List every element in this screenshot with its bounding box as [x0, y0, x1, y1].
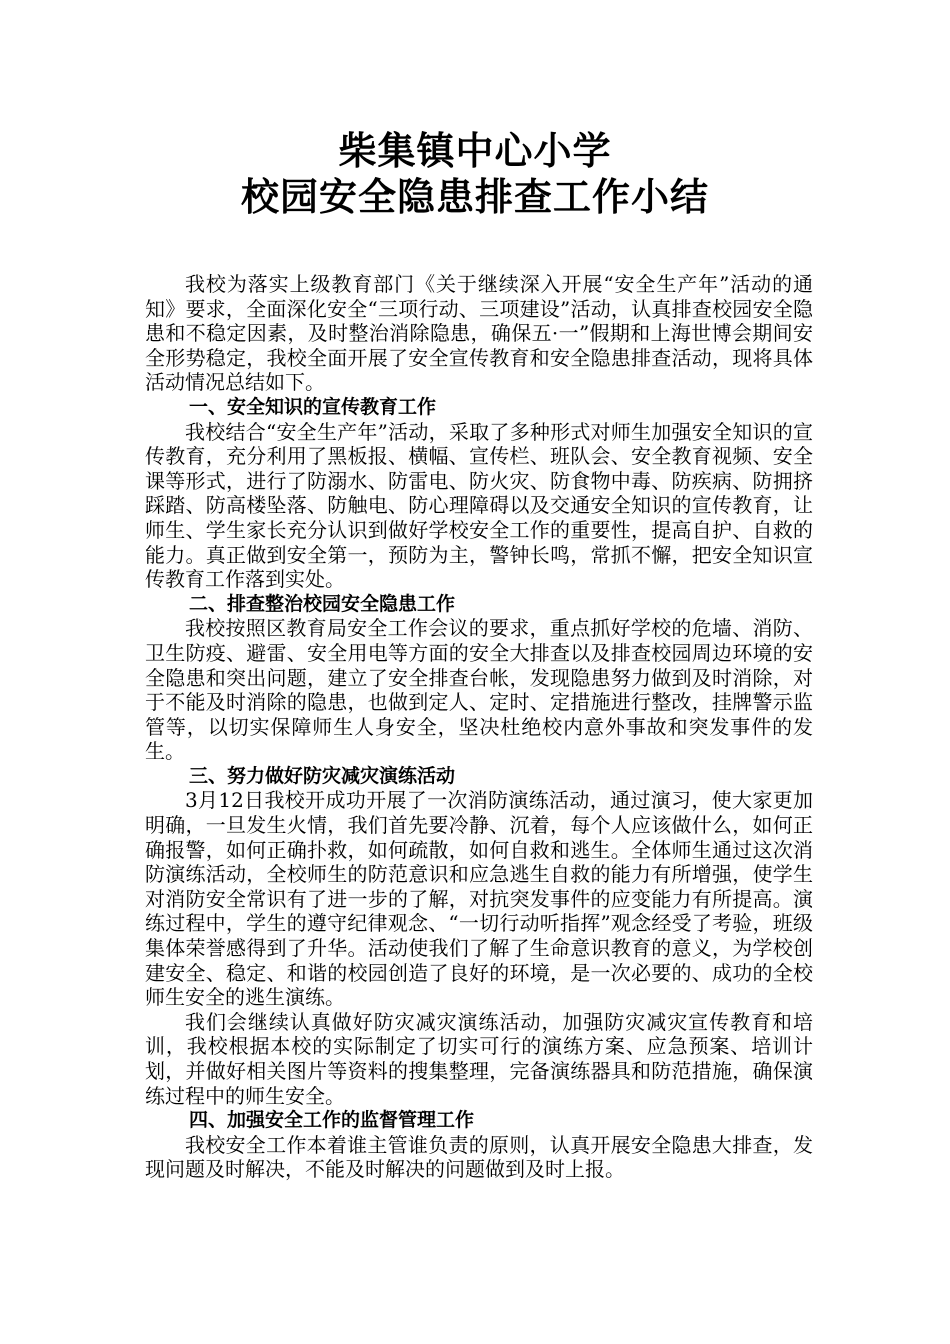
section-heading-4: 四、加强安全工作的监督管理工作 [189, 1109, 475, 1132]
section-heading-1: 一、安全知识的宣传教育工作 [189, 395, 437, 418]
title-school-name: 柴集镇中心小学 [338, 129, 612, 173]
document-title [0, 128, 950, 220]
section-3-paragraph-1: 3月12日我校开成功开展了一次消防演练活动，通过演习，使大家更加明确，一旦发生火情，我们首先要冷静、沉着，每个人应该做什么，如何正确报警，如何正确扑救，如何疏散，如何自救和逃生。全体师生通过这次消防演练活动，全校师生的防范意识和应急逃生自救的能力有所增强，使学生对消防安全常识有了进一步的了解，对抗突发事件的应变能力有所提高。演练过程中，学生的遵守纪律观念、“一切行动听指挥”观念经受了考验，班级集体荣誉感得到了升华。活动使我们了解了生命意识教育的意义，为学校创建安全、稳定、和谐的校园创造了良好的环境，是一次必要的、成功的全校师生安全的逃生演练。 [145, 788, 813, 1010]
section-heading-3: 三、努力做好防灾减灾演练活动 [189, 764, 456, 787]
section-2-paragraph-1: 我校按照区教育局安全工作会议的要求，重点抓好学校的危墙、消防、卫生防疫、避雷、安全用电等方面的安全大排查以及排查校园周边环境的安全隐患和突出问题，建立了安全排查台帐，发现隐患努力做到及时消除，对于不能及时消除的隐患，也做到定人、定时、定措施进行整改，挂牌警示监管等，以切实保障师生人身安全，坚决杜绝校内意外事故和突发事件的发生。 [145, 616, 813, 764]
intro-paragraph: 我校为落实上级教育部门《关于继续深入开展“安全生产年”活动的通知》要求，全面深化安全“三项行动、三项建设”活动，认真排查校园安全隐患和不稳定因素，及时整治消除隐患，确保五·一”假期和上海世博会期间安全形势稳定，我校全面开展了安全宣传教育和安全隐患排查活动，现将具体活动情况总结如下。 [145, 272, 813, 395]
section-heading-2: 二、排查整治校园安全隐患工作 [189, 592, 456, 615]
document-body [145, 272, 813, 1182]
title-report-name: 校园安全隐患排查工作小结 [240, 175, 709, 219]
section-1-paragraph-1: 我校结合“安全生产年”活动，采取了多种形式对师生加强安全知识的宣传教育，充分利用了黑板报、横幅、宣传栏、班队会、安全教育视频、安全课等形式，进行了防溺水、防雷电、防火灾、防食物中毒、防疾病、防拥挤踩踏、防高楼坠落、防触电、防心理障碍以及交通安全知识的宣传教育，让师生、学生家长充分认识到做好学校安全工作的重要性，提高自护、自救的能力。真正做到安全第一，预防为主，警钟长鸣，常抓不懈，把安全知识宣传教育工作落到实处。 [145, 419, 813, 592]
section-3-paragraph-2: 我们会继续认真做好防灾减灾演练活动，加强防灾减灾宣传教育和培训，我校根据本校的实际制定了切实可行的演练方案、应急预案、培训计划，并做好相关图片等资料的搜集整理，完备演练器具和防范措施，确保演练过程中的师生安全。 [145, 1009, 813, 1108]
section-4-paragraph-1: 我校安全工作本着谁主管谁负责的原则，认真开展安全隐患大排查，发现问题及时解决，不能及时解决的问题做到及时上报。 [145, 1132, 813, 1182]
